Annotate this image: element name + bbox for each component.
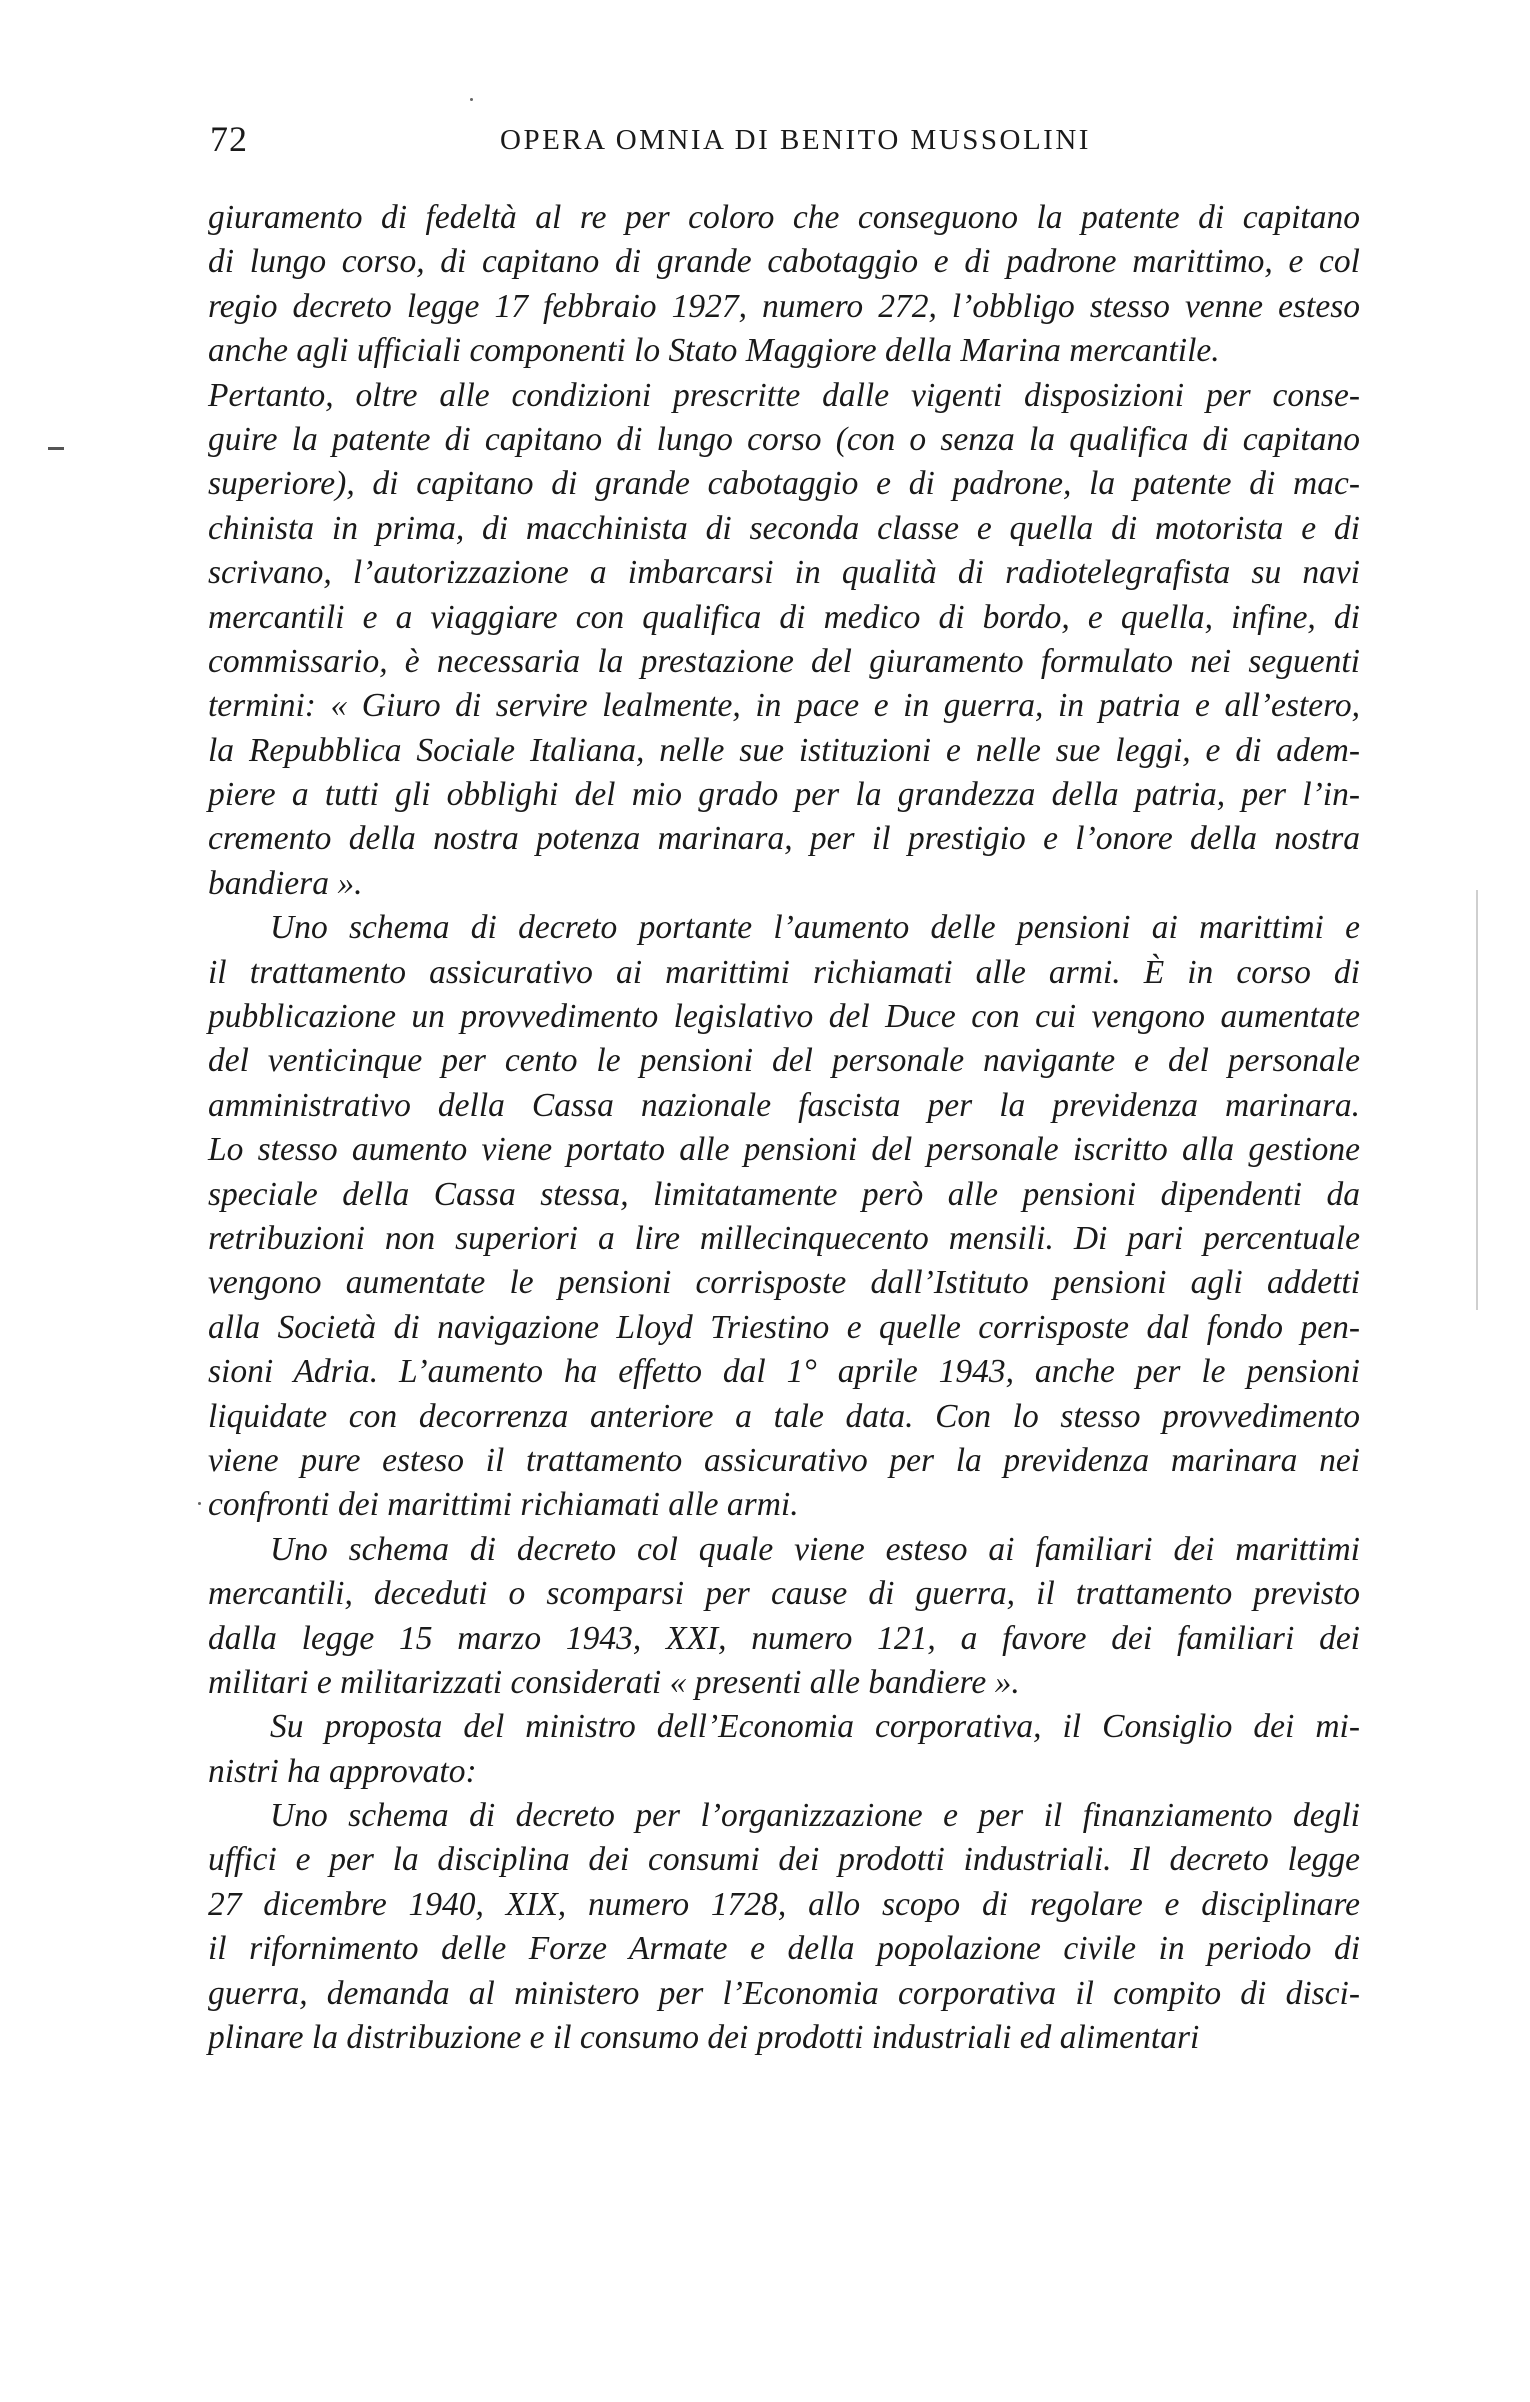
text-line: superiore), di capitano di grande cabotaggio e di padrone, la patente di mac- (208, 465, 1360, 503)
text-line: cremento della nostra potenza marinara, per il prestigio e l’onore della nostra (208, 820, 1360, 858)
paragraph (208, 1705, 1360, 1794)
text-line: chinista in prima, di macchinista di seconda classe e quella di motorista e di (208, 509, 1360, 547)
text-line: plinare la distribuzione e il consumo dei prodotti industriali ed alimentari (208, 2019, 1200, 2057)
text-line: Lo stesso aumento viene portato alle pensioni del personale iscritto alla gestione (208, 1131, 1360, 1169)
text-line: bandiera ». (208, 864, 363, 902)
text-line: amministrativo della Cassa nazionale fascista per la previdenza marinara. (208, 1086, 1360, 1124)
text-line: uffici e per la disciplina dei consumi dei prodotti industriali. Il decreto legge (208, 1841, 1360, 1879)
text-line: dalla legge 15 marzo 1943, XXI, numero 121, a favore dei familiari dei (208, 1619, 1360, 1657)
paragraph (208, 196, 1360, 374)
text-line: la Repubblica Sociale Italiana, nelle sue istituzioni e nelle sue leggi, e di adem- (208, 731, 1360, 769)
text-line: confronti dei marittimi richiamati alle armi. (208, 1486, 799, 1524)
text-line: 27 dicembre 1940, XIX, numero 1728, allo scopo di regolare e disciplinare (208, 1885, 1360, 1923)
margin-dot (198, 1502, 201, 1505)
text-line: il rifornimento delle Forze Armate e della popolazione civile in periodo di (208, 1930, 1360, 1968)
margin-dot (470, 98, 473, 101)
text-line: Su proposta del ministro dell’Economia corporativa, il Consiglio dei mi- (270, 1708, 1360, 1746)
text-line: di lungo corso, di capitano di grande cabotaggio e di padrone marittimo, e col (208, 243, 1360, 281)
text-line: giuramento di fedeltà al re per coloro che conseguono la patente di capitano (208, 199, 1360, 236)
text-line: il trattamento assicurativo ai marittimi richiamati alle armi. È in corso di (208, 953, 1360, 991)
text-line: commissario, è necessaria la prestazione del giuramento formulato nei seguenti (208, 642, 1360, 680)
text-line: nistri ha approvato: (208, 1752, 477, 1790)
paragraph (208, 906, 1360, 1527)
text-line: liquidate con decorrenza anteriore a tale data. Con lo stesso provvedimento (208, 1397, 1360, 1435)
paragraph (208, 1794, 1360, 2060)
text-line: guerra, demanda al ministero per l’Economia corporativa il compito di disci- (208, 1974, 1360, 2012)
body-text (208, 196, 1360, 2060)
text-line: mercantili, deceduti o scomparsi per cause di guerra, il trattamento previsto (208, 1575, 1360, 1613)
text-line: pubblicazione un provvedimento legislativo del Duce con cui vengono aumentate (208, 998, 1360, 1036)
margin-mark (48, 447, 64, 450)
text-line: alla Società di navigazione Lloyd Triestino e quelle corrisposte dal fondo pen- (208, 1308, 1360, 1346)
text-line: Uno schema di decreto col quale viene esteso ai familiari dei marittimi (270, 1530, 1360, 1568)
page-number: 72 (210, 119, 248, 159)
text-line: retribuzioni non superiori a lire millecinquecento mensili. Di pari percentuale (208, 1219, 1360, 1257)
text-line: sioni Adria. L’aumento ha effetto dal 1° aprile 1943, anche per le pensioni (208, 1353, 1360, 1391)
text-line: vengono aumentate le pensioni corrisposte dall’Istituto pensioni agli addetti (208, 1264, 1360, 1302)
text-line: regio decreto legge 17 febbraio 1927, numero 272, l’obbligo stesso venne esteso (208, 287, 1360, 325)
text-line: Uno schema di decreto per l’organizzazione e per il finanziamento degli (270, 1797, 1360, 1835)
paragraph (208, 1528, 1360, 1706)
text-line: mercantili e a viaggiare con qualifica di medico di bordo, e quella, infine, di (208, 598, 1360, 636)
text-line: guire la patente di capitano di lungo corso (con o senza la qualifica di capitano (208, 420, 1360, 458)
paragraph (208, 374, 1360, 907)
text-line: anche agli ufficiali componenti lo Stato Maggiore della Marina mercantile. (208, 332, 1220, 370)
text-line: Uno schema di decreto portante l’aumento delle pensioni ai marittimi e (270, 909, 1360, 947)
text-line: scrivano, l’autorizzazione a imbarcarsi in qualità di radiotelegrafista su navi (208, 554, 1360, 592)
page-edge-line (1476, 890, 1478, 1310)
page-header (210, 118, 1350, 178)
text-line: piere a tutti gli obblighi del mio grado per la grandezza della patria, per l’in- (208, 776, 1360, 814)
text-line: del venticinque per cento le pensioni del personale navigante e del personale (208, 1042, 1360, 1080)
text-line: viene pure esteso il trattamento assicurativo per la previdenza marinara nei (208, 1441, 1360, 1479)
text-line: termini: « Giuro di servire lealmente, in pace e in guerra, in patria e all’estero, (208, 687, 1360, 725)
text-line: militari e militarizzati considerati « presenti alle bandiere ». (208, 1663, 1020, 1701)
running-head: OPERA OMNIA DI BENITO MUSSOLINI (500, 124, 1091, 156)
text-line: Pertanto, oltre alle condizioni prescritte dalle vigenti disposizioni per conse- (208, 376, 1360, 414)
text-line: speciale della Cassa stessa, limitatamente però alle pensioni dipendenti da (208, 1175, 1360, 1213)
